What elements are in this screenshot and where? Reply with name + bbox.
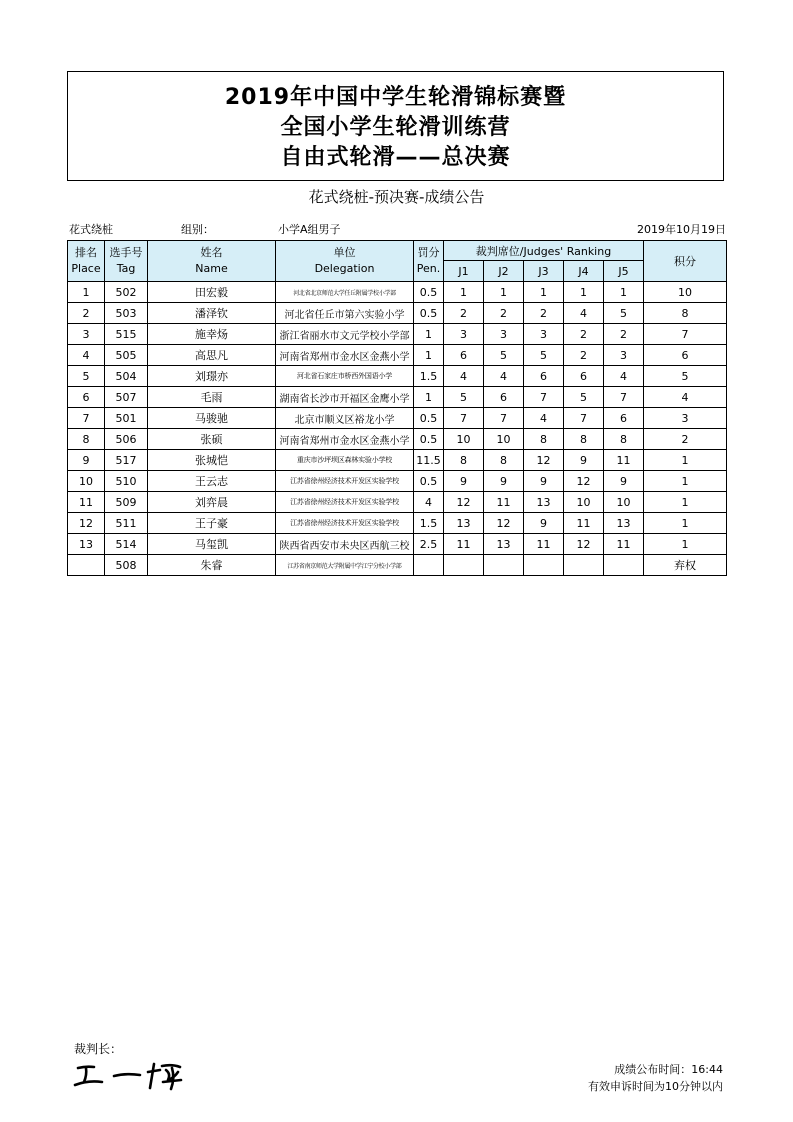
header-score: 积分 <box>644 241 727 282</box>
table-row <box>68 450 727 471</box>
cell-tag: 517 <box>105 450 148 471</box>
cell-pen: 0.5 <box>414 429 444 450</box>
cell-place: 1 <box>68 282 105 303</box>
cell-name: 马玺凯 <box>148 534 276 555</box>
cell-j3: 12 <box>524 450 564 471</box>
group-value: 小学A组男子 <box>278 223 341 236</box>
cell-j2: 1 <box>484 282 524 303</box>
cell-j1: 8 <box>444 450 484 471</box>
table-row <box>68 345 727 366</box>
cell-j4: 2 <box>564 324 604 345</box>
cell-j2: 5 <box>484 345 524 366</box>
page-subtitle: 花式绕桩-预决赛-成绩公告 <box>308 188 485 206</box>
cell-pen: 0.5 <box>414 282 444 303</box>
cell-name: 刘弈晨 <box>148 492 276 513</box>
cell-j5: 6 <box>604 408 644 429</box>
cell-score: 3 <box>644 408 727 429</box>
table-row <box>68 366 727 387</box>
cell-j5: 3 <box>604 345 644 366</box>
cell-j3: 5 <box>524 345 564 366</box>
cell-j4: 12 <box>564 534 604 555</box>
cell-delegation: 浙江省丽水市文元学校小学部 <box>276 324 414 345</box>
cell-j5: 4 <box>604 366 644 387</box>
cell-pen: 4 <box>414 492 444 513</box>
table-row <box>68 534 727 555</box>
cell-j1: 11 <box>444 534 484 555</box>
cell-name: 高思凡 <box>148 345 276 366</box>
cell-place: 10 <box>68 471 105 492</box>
cell-place: 2 <box>68 303 105 324</box>
cell-j2: 8 <box>484 450 524 471</box>
cell-delegation: 江苏省南京师范大学附属中学江宁分校小学部 <box>276 555 414 576</box>
cell-j5: 11 <box>604 450 644 471</box>
cell-score: 1 <box>644 513 727 534</box>
title-line-2: 全国小学生轮滑训练营 <box>280 115 511 140</box>
cell-tag: 505 <box>105 345 148 366</box>
header-delegation: 单位 Delegation <box>276 241 414 282</box>
header-place: 排名 Place <box>68 241 105 282</box>
cell-j4: 9 <box>564 450 604 471</box>
cell-j1: 2 <box>444 303 484 324</box>
table-row <box>68 555 727 576</box>
cell-name: 潘泽钦 <box>148 303 276 324</box>
referee-label: 裁判长： <box>74 1042 123 1056</box>
table-row <box>68 429 727 450</box>
header-j4: J4 <box>564 261 604 282</box>
cell-delegation: 河北省北京师范大学任丘附属学校小学部 <box>276 282 414 303</box>
results-table <box>67 240 727 576</box>
title-box <box>67 71 724 181</box>
table-row <box>68 387 727 408</box>
cell-name: 张硕 <box>148 429 276 450</box>
cell-j1: 9 <box>444 471 484 492</box>
header-judges-ranking: 裁判席位/Judges' Ranking <box>444 241 644 261</box>
cell-delegation: 河南省郑州市金水区金燕小学 <box>276 429 414 450</box>
cell-j5: 13 <box>604 513 644 534</box>
cell-tag: 509 <box>105 492 148 513</box>
cell-name: 朱睿 <box>148 555 276 576</box>
table-row <box>68 471 727 492</box>
cell-place: 3 <box>68 324 105 345</box>
cell-j4: 10 <box>564 492 604 513</box>
cell-j3: 1 <box>524 282 564 303</box>
cell-score: 1 <box>644 534 727 555</box>
cell-place: 5 <box>68 366 105 387</box>
cell-score: 7 <box>644 324 727 345</box>
cell-j3: 9 <box>524 471 564 492</box>
cell-j4 <box>564 555 604 576</box>
cell-j2: 7 <box>484 408 524 429</box>
cell-j2: 10 <box>484 429 524 450</box>
cell-score: 弃权 <box>644 555 727 576</box>
cell-pen: 1.5 <box>414 366 444 387</box>
cell-place: 12 <box>68 513 105 534</box>
cell-tag: 508 <box>105 555 148 576</box>
cell-name: 马骏驰 <box>148 408 276 429</box>
cell-tag: 502 <box>105 282 148 303</box>
cell-j2 <box>484 555 524 576</box>
cell-j2: 9 <box>484 471 524 492</box>
cell-pen <box>414 555 444 576</box>
cell-pen: 2.5 <box>414 534 444 555</box>
event-name: 花式绕桩 <box>69 223 113 236</box>
cell-score: 6 <box>644 345 727 366</box>
cell-j5: 9 <box>604 471 644 492</box>
cell-j1: 7 <box>444 408 484 429</box>
cell-name: 刘璟亦 <box>148 366 276 387</box>
header-j5: J5 <box>604 261 644 282</box>
cell-place: 13 <box>68 534 105 555</box>
cell-j1: 10 <box>444 429 484 450</box>
cell-j3: 13 <box>524 492 564 513</box>
cell-j3: 11 <box>524 534 564 555</box>
table-row <box>68 282 727 303</box>
cell-score: 5 <box>644 366 727 387</box>
cell-score: 1 <box>644 492 727 513</box>
cell-j5: 10 <box>604 492 644 513</box>
cell-j4: 2 <box>564 345 604 366</box>
cell-j4: 4 <box>564 303 604 324</box>
cell-delegation: 河南省郑州市金水区金燕小学 <box>276 345 414 366</box>
cell-name: 王子豪 <box>148 513 276 534</box>
cell-tag: 515 <box>105 324 148 345</box>
table-row <box>68 324 727 345</box>
header-tag: 选手号 Tag <box>105 241 148 282</box>
cell-j4: 8 <box>564 429 604 450</box>
cell-tag: 503 <box>105 303 148 324</box>
header-j3: J3 <box>524 261 564 282</box>
results-body <box>68 282 727 576</box>
cell-pen: 1 <box>414 345 444 366</box>
header-name: 姓名 Name <box>148 241 276 282</box>
cell-delegation: 河北省任丘市第六实验小学 <box>276 303 414 324</box>
cell-j4: 7 <box>564 408 604 429</box>
cell-j5 <box>604 555 644 576</box>
cell-place: 8 <box>68 429 105 450</box>
cell-tag: 501 <box>105 408 148 429</box>
cell-delegation: 重庆市沙坪坝区森林实验小学校 <box>276 450 414 471</box>
cell-j5: 7 <box>604 387 644 408</box>
cell-place: 11 <box>68 492 105 513</box>
cell-j3: 6 <box>524 366 564 387</box>
cell-j2: 6 <box>484 387 524 408</box>
cell-name: 施幸炀 <box>148 324 276 345</box>
cell-j1: 3 <box>444 324 484 345</box>
cell-name: 毛雨 <box>148 387 276 408</box>
cell-delegation: 江苏省徐州经济技术开发区实验学校 <box>276 471 414 492</box>
table-row <box>68 303 727 324</box>
cell-delegation: 湖南省长沙市开福区金鹰小学 <box>276 387 414 408</box>
cell-j3: 9 <box>524 513 564 534</box>
cell-j1: 12 <box>444 492 484 513</box>
cell-j1: 5 <box>444 387 484 408</box>
cell-pen: 1 <box>414 387 444 408</box>
cell-j5: 8 <box>604 429 644 450</box>
header-j1: J1 <box>444 261 484 282</box>
cell-j2: 3 <box>484 324 524 345</box>
title-line-3: 自由式轮滑——总决赛 <box>280 145 511 170</box>
cell-name: 王云志 <box>148 471 276 492</box>
cell-tag: 510 <box>105 471 148 492</box>
cell-j2: 4 <box>484 366 524 387</box>
cell-score: 8 <box>644 303 727 324</box>
table-row <box>68 492 727 513</box>
cell-delegation: 北京市顺义区裕龙小学 <box>276 408 414 429</box>
cell-delegation: 河北省石家庄市桥西外国语小学 <box>276 366 414 387</box>
cell-j3 <box>524 555 564 576</box>
cell-place: 4 <box>68 345 105 366</box>
cell-j3: 2 <box>524 303 564 324</box>
cell-j4: 5 <box>564 387 604 408</box>
cell-j1: 4 <box>444 366 484 387</box>
cell-j3: 8 <box>524 429 564 450</box>
cell-j3: 4 <box>524 408 564 429</box>
cell-place: 6 <box>68 387 105 408</box>
cell-j5: 11 <box>604 534 644 555</box>
cell-j4: 11 <box>564 513 604 534</box>
publish-time: 成绩公布时间：16:44 <box>614 1063 723 1076</box>
cell-j1: 13 <box>444 513 484 534</box>
cell-pen: 1.5 <box>414 513 444 534</box>
cell-j3: 7 <box>524 387 564 408</box>
cell-j2: 13 <box>484 534 524 555</box>
cell-pen: 0.5 <box>414 303 444 324</box>
cell-j2: 12 <box>484 513 524 534</box>
cell-score: 4 <box>644 387 727 408</box>
referee-signature <box>72 1058 187 1096</box>
cell-pen: 0.5 <box>414 471 444 492</box>
cell-place: 7 <box>68 408 105 429</box>
cell-name: 张城恺 <box>148 450 276 471</box>
cell-tag: 506 <box>105 429 148 450</box>
cell-name: 田宏毅 <box>148 282 276 303</box>
cell-j1: 6 <box>444 345 484 366</box>
cell-pen: 11.5 <box>414 450 444 471</box>
cell-tag: 504 <box>105 366 148 387</box>
group-label: 组别： <box>181 223 214 236</box>
cell-delegation: 江苏省徐州经济技术开发区实验学校 <box>276 492 414 513</box>
cell-tag: 514 <box>105 534 148 555</box>
table-row <box>68 513 727 534</box>
cell-pen: 1 <box>414 324 444 345</box>
cell-j5: 2 <box>604 324 644 345</box>
cell-j5: 5 <box>604 303 644 324</box>
event-date: 2019年10月19日 <box>637 223 726 236</box>
cell-j1 <box>444 555 484 576</box>
cell-place <box>68 555 105 576</box>
cell-score: 1 <box>644 471 727 492</box>
cell-place: 9 <box>68 450 105 471</box>
cell-tag: 507 <box>105 387 148 408</box>
cell-j2: 11 <box>484 492 524 513</box>
cell-j3: 3 <box>524 324 564 345</box>
cell-delegation: 陕西省西安市未央区西航三校 <box>276 534 414 555</box>
cell-score: 1 <box>644 450 727 471</box>
table-row <box>68 408 727 429</box>
header-j2: J2 <box>484 261 524 282</box>
cell-score: 10 <box>644 282 727 303</box>
cell-j2: 2 <box>484 303 524 324</box>
appeal-note: 有效申诉时间为10分钟以内 <box>588 1080 723 1093</box>
header-penalty: 罚分 Pen. <box>414 241 444 282</box>
cell-delegation: 江苏省徐州经济技术开发区实验学校 <box>276 513 414 534</box>
cell-score: 2 <box>644 429 727 450</box>
cell-pen: 0.5 <box>414 408 444 429</box>
cell-j4: 12 <box>564 471 604 492</box>
cell-j5: 1 <box>604 282 644 303</box>
cell-tag: 511 <box>105 513 148 534</box>
cell-j1: 1 <box>444 282 484 303</box>
cell-j4: 1 <box>564 282 604 303</box>
cell-j4: 6 <box>564 366 604 387</box>
title-line-1: 2019年中国中学生轮滑锦标赛暨 <box>224 85 567 110</box>
